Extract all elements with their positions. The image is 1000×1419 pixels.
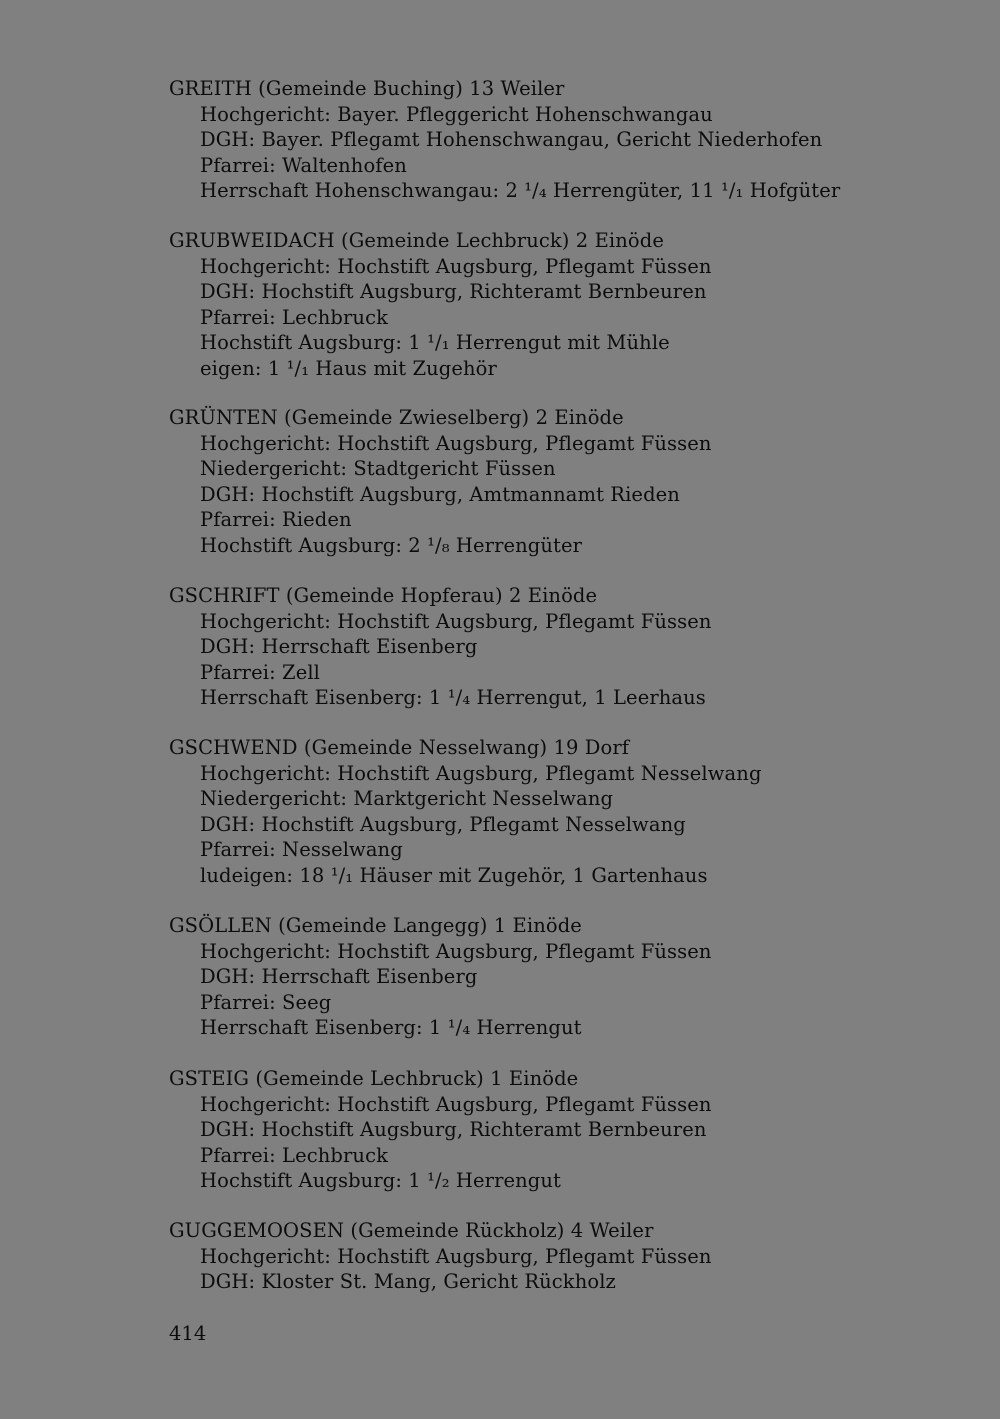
entry-heading: GREITH (Gemeinde Buching) 13 Weiler: [169, 77, 565, 100]
entry-heading: GSTEIG (Gemeinde Lechbruck) 1 Einöde: [169, 1067, 579, 1090]
entry-line: Niedergericht: Stadtgericht Füssen: [200, 457, 556, 481]
entry-line: Hochstift Augsburg: 2 ¹/₈ Herrengüter: [200, 533, 583, 557]
entry-gruenten: [169, 405, 949, 559]
entry-line: Hochgericht: Hochstift Augsburg, Pflegamt Füssen: [200, 1092, 712, 1116]
entry-line: Hochgericht: Hochstift Augsburg, Pflegamt Nesselwang: [200, 761, 762, 785]
entry-line: Pfarrei: Seeg: [200, 990, 332, 1014]
entry-line: DGH: Bayer. Pflegamt Hohenschwangau, Gericht Niederhofen: [200, 128, 823, 152]
entry-line: eigen: 1 ¹/₁ Haus mit Zugehör: [200, 356, 497, 380]
entry-line: Herrschaft Hohenschwangau: 2 ¹/₄ Herrengüter, 11 ¹/₁ Hofgüter: [200, 179, 841, 203]
entry-line: Hochstift Augsburg: 1 ¹/₁ Herrengut mit Mühle: [200, 331, 670, 355]
entry-line: DGH: Kloster St. Mang, Gericht Rückholz: [200, 1270, 616, 1294]
entry-grubweidach: [169, 228, 949, 382]
entry-line: DGH: Hochstift Augsburg, Amtmannamt Rieden: [200, 482, 680, 506]
entry-heading: GUGGEMOOSEN (Gemeinde Rückholz) 4 Weiler: [169, 1219, 654, 1242]
entry-line: Pfarrei: Zell: [200, 660, 321, 684]
entry-gschrift: [169, 583, 949, 711]
entry-line: Pfarrei: Lechbruck: [200, 1143, 389, 1167]
entry-line: Herrschaft Eisenberg: 1 ¹/₄ Herrengut, 1 Leerhaus: [200, 686, 706, 710]
entry-line: DGH: Herrschaft Eisenberg: [200, 965, 478, 989]
entry-line: Niedergericht: Marktgericht Nesselwang: [200, 787, 614, 811]
entry-gschwend: [169, 735, 949, 889]
entry-line: DGH: Herrschaft Eisenberg: [200, 635, 478, 659]
entry-heading: GRÜNTEN (Gemeinde Zwieselberg) 2 Einöde: [169, 406, 624, 429]
entry-line: Hochgericht: Bayer. Pfleggericht Hohenschwangau: [200, 102, 713, 126]
entry-line: Pfarrei: Rieden: [200, 508, 352, 532]
entry-heading: GSÖLLEN (Gemeinde Langegg) 1 Einöde: [169, 914, 582, 937]
entry-greith: [169, 76, 949, 204]
entry-line: Hochgericht: Hochstift Augsburg, Pflegamt Füssen: [200, 609, 712, 633]
entry-line: Hochgericht: Hochstift Augsburg, Pflegamt Füssen: [200, 1244, 712, 1268]
entry-gsoellen: [169, 913, 949, 1041]
entry-heading: GSCHRIFT (Gemeinde Hopferau) 2 Einöde: [169, 584, 598, 607]
entry-line: DGH: Hochstift Augsburg, Pflegamt Nesselwang: [200, 812, 686, 836]
page-number: 414: [169, 1322, 207, 1345]
entry-line: Hochgericht: Hochstift Augsburg, Pflegamt Füssen: [200, 939, 712, 963]
entry-line: DGH: Hochstift Augsburg, Richteramt Bernbeuren: [200, 1118, 707, 1142]
entry-line: Hochgericht: Hochstift Augsburg, Pflegamt Füssen: [200, 254, 712, 278]
entry-line: Hochgericht: Hochstift Augsburg, Pflegamt Füssen: [200, 431, 712, 455]
entry-line: DGH: Hochstift Augsburg, Richteramt Bernbeuren: [200, 280, 707, 304]
entry-line: Herrschaft Eisenberg: 1 ¹/₄ Herrengut: [200, 1016, 582, 1040]
entry-line: Pfarrei: Lechbruck: [200, 305, 389, 329]
entry-line: Hochstift Augsburg: 1 ¹/₂ Herrengut: [200, 1169, 561, 1193]
entry-line: Pfarrei: Nesselwang: [200, 838, 403, 862]
entry-guggemoosen: [169, 1218, 949, 1295]
entry-heading: GSCHWEND (Gemeinde Nesselwang) 19 Dorf: [169, 736, 630, 759]
entry-gsteig: [169, 1066, 949, 1194]
entry-line: ludeigen: 18 ¹/₁ Häuser mit Zugehör, 1 Gartenhaus: [200, 863, 708, 887]
entry-line: Pfarrei: Waltenhofen: [200, 153, 407, 177]
entry-heading: GRUBWEIDACH (Gemeinde Lechbruck) 2 Einöde: [169, 229, 664, 252]
